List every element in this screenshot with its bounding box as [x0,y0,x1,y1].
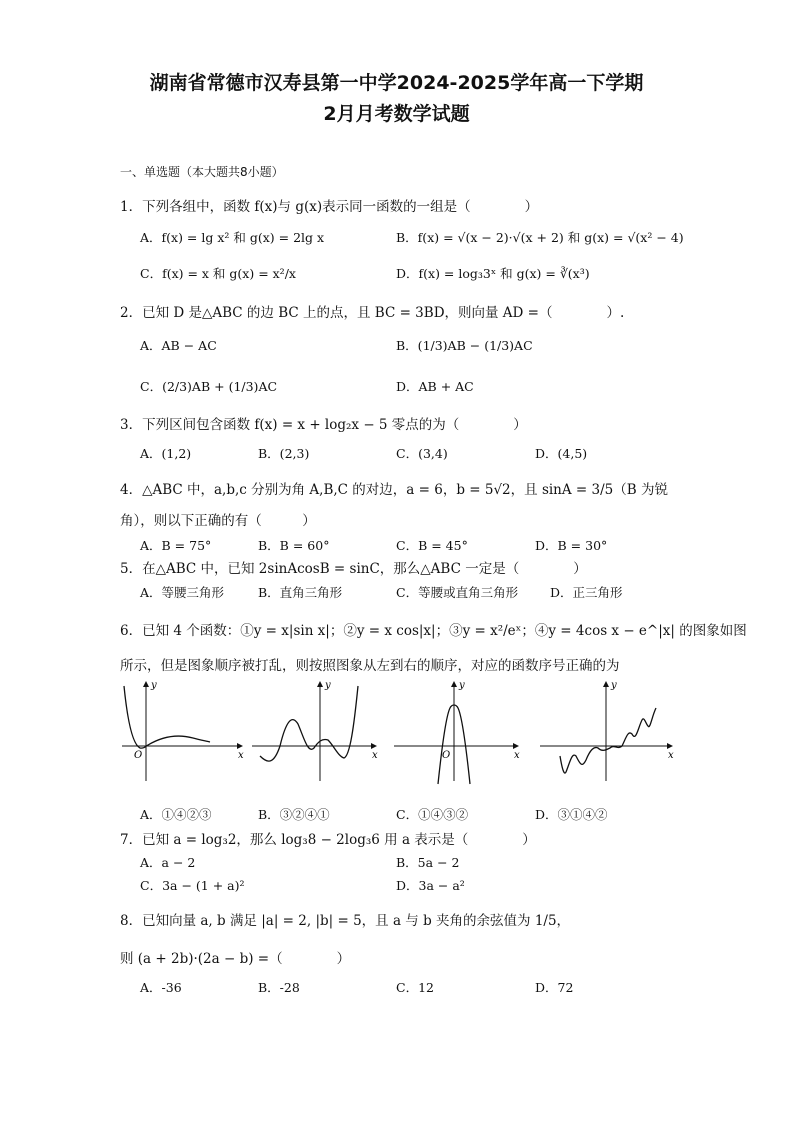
q2-option-c: C．(2/3)AB + (1/3)AC [140,379,278,394]
graph-4-y-label: y [611,680,617,691]
graph-3-origin: O [442,750,451,761]
q6-stem-line-2: 所示，但是图象顺序被打乱，则按照图象从左到右的顺序，对应的函数序号正确的为 [120,658,620,674]
q4-option-c: C．B = 45° [396,538,468,553]
q2-stem: 2．已知 D 是△ABC 的边 BC 上的点，且 BC = 3BD，则向量 AD =（ ）. [120,305,625,321]
q8-option-d: D．72 [535,980,574,995]
graph-2-x-label: x [372,750,378,761]
q1-stem: 1．下列各组中，函数 f(x)与 g(x)表示同一函数的一组是（ ） [120,199,539,215]
graph-3-x-label: x [514,750,520,761]
graph-2 [250,676,382,786]
q7-option-b: B．5a − 2 [396,855,460,870]
graph-1-origin: O [134,750,143,761]
q3-option-b: B．(2,3) [258,446,310,461]
q3-option-c: C．(3,4) [396,446,448,461]
q2-option-b: B．(1/3)AB − (1/3)AC [396,338,533,353]
q7-option-d: D．3a − a² [396,878,465,893]
q6-option-a: A．①④②③ [140,807,212,822]
q8-option-b: B．-28 [258,980,300,995]
q5-option-c: C．等腰或直角三角形 [396,585,519,600]
q2-option-a: A．AB − AC [140,338,217,353]
q5-option-b: B．直角三角形 [258,585,343,600]
q3-stem: 3．下列区间包含函数 f(x) = x + log₂x − 5 零点的为（ ） [120,417,527,433]
q3-option-a: A．(1,2) [140,446,192,461]
title-line-1: 湖南省常德市汉寿县第一中学2024-2025学年高一下学期 [149,72,644,94]
q5-stem: 5．在△ABC 中，已知 2sinAcosB = sinC，那么△ABC 一定是（ ） [120,561,587,577]
q7-option-a: A．a − 2 [140,855,196,870]
q4-stem-line-1: 4．△ABC 中，a,b,c 分别为角 A,B,C 的对边，a = 6，b = 5√2，且 sinA = 3/5（B 为锐 [120,482,668,498]
graph-4 [538,676,678,786]
q6-option-c: C．①④③② [396,807,469,822]
q2-option-d: D．AB + AC [396,379,474,394]
graph-4-x-label: x [668,750,674,761]
q6-stem-line-1: 6．已知 4 个函数：①y = x|sin x|；②y = x cos|x|；③y = x²/eˣ；④y = 4cos x − e^|x| 的图象如图 [120,623,747,639]
q1-option-c: C．f(x) = x 和 g(x) = x²/x [140,266,296,281]
q4-option-d: D．B = 30° [535,538,608,553]
title-line-2: 2月月考数学试题 [323,103,470,125]
q4-option-a: A．B = 75° [140,538,212,553]
graph-3-y-label: y [459,680,465,691]
q8-option-a: A．-36 [140,980,182,995]
q1-option-b: B．f(x) = √(x − 2)·√(x + 2) 和 g(x) = √(x² − 4) [396,230,684,245]
graph-1 [118,676,248,786]
graph-1-y-label: y [151,680,157,691]
q8-stem-line-2: 则 (a + 2b)·(2a − b) =（ ） [120,951,351,967]
section-heading: 一、单选题（本大题共8小题） [120,165,284,179]
q5-option-a: A．等腰三角形 [140,585,225,600]
q7-stem: 7．已知 a = log₃2，那么 log₃8 − 2log₃6 用 a 表示是（ ） [120,832,536,848]
graph-2-y-label: y [325,680,331,691]
q7-option-c: C．3a − (1 + a)² [140,878,245,893]
q8-option-c: C．12 [396,980,434,995]
q8-stem-line-1: 8．已知向量 a, b 满足 |a| = 2, |b| = 5，且 a 与 b 夹角的余弦值为 1/5， [120,913,571,929]
graph-1-x-label: x [238,750,244,761]
q1-option-a: A．f(x) = lg x² 和 g(x) = 2lg x [140,230,325,245]
q4-stem-line-2: 角），则以下正确的有（ ） [120,513,316,529]
q4-option-b: B．B = 60° [258,538,330,553]
q6-option-d: D．③①④② [535,807,608,822]
q5-option-d: D．正三角形 [550,585,623,600]
q1-option-d: D．f(x) = log₃3ˣ 和 g(x) = ∛(x³) [396,266,590,281]
graph-3 [392,676,524,786]
q6-option-b: B．③②④① [258,807,330,822]
q3-option-d: D．(4,5) [535,446,588,461]
